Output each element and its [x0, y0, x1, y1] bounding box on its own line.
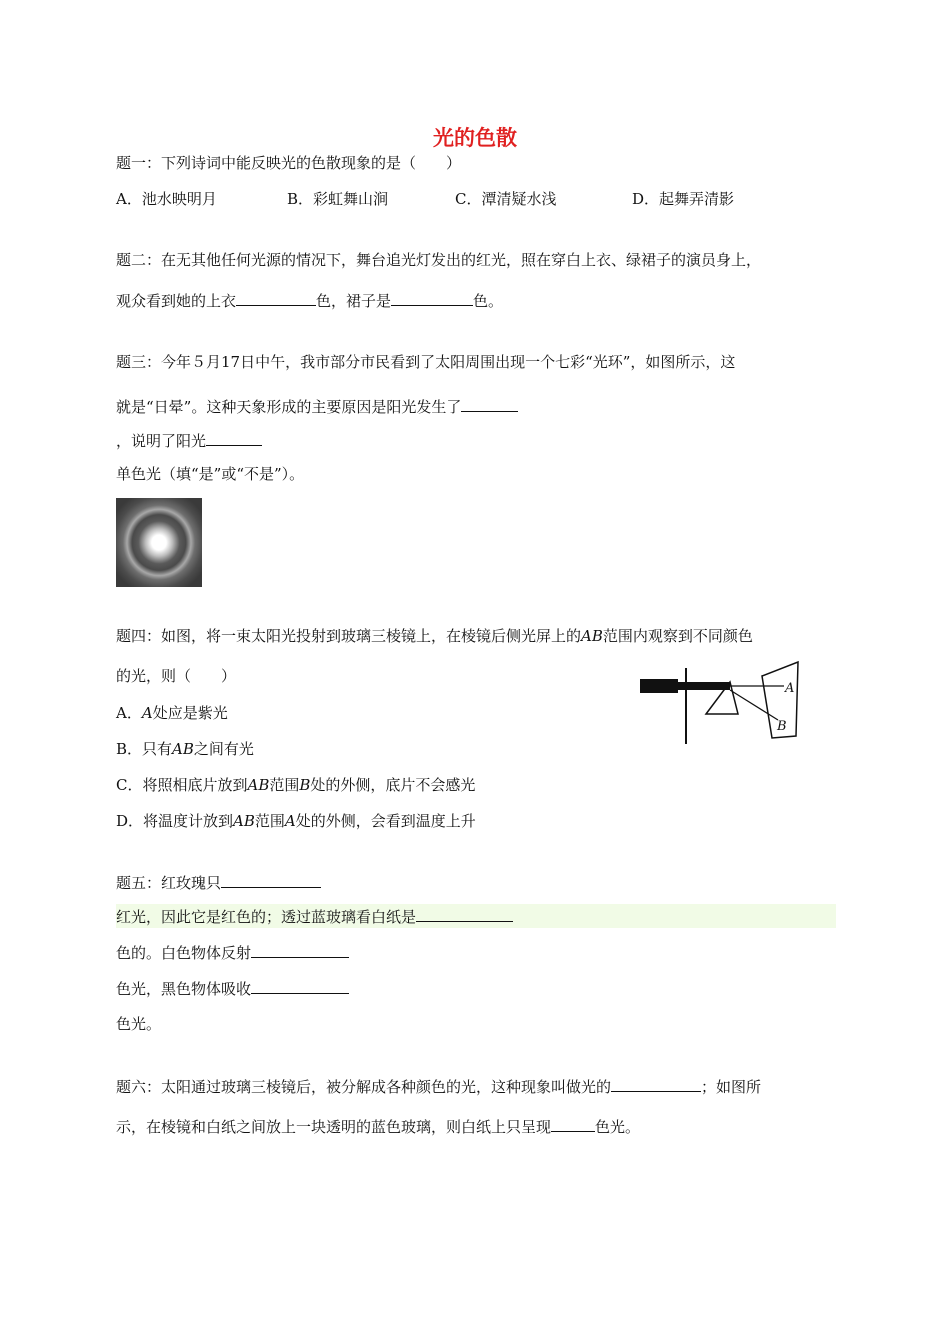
q4-text: 题四：如图，将一束太阳光投射到玻璃三棱镜上，在棱镜后侧光屏上的	[116, 627, 582, 645]
answer-blank	[236, 290, 316, 306]
q3-line2	[116, 396, 518, 417]
option-text: 处应是紫光	[152, 704, 228, 722]
q4-line1	[116, 626, 753, 646]
option-text: 之间有光	[193, 740, 254, 758]
q5-line3	[116, 942, 349, 963]
q5-line5: 色光。	[116, 1015, 162, 1033]
q5-text: 色光，黑色物体吸收	[116, 980, 252, 998]
answer-blank	[551, 1116, 595, 1132]
refracted-ray-b	[730, 690, 778, 720]
q1-option-a: A．池水映明月	[116, 190, 217, 208]
q5-text: 题五：红玫瑰只	[116, 874, 222, 892]
option-text: 范围	[269, 776, 300, 794]
point-label: A	[141, 704, 153, 722]
q2-text-b: 色，裙子是	[316, 292, 392, 310]
q1-option-c: C．潭清疑水浅	[455, 190, 557, 208]
sun-halo-photo	[116, 498, 202, 587]
prism-diagram	[638, 654, 808, 748]
q5-line1	[116, 872, 321, 893]
q1-option-b: B．彩虹舞山涧	[287, 190, 389, 208]
option-text: 处的外侧，会看到温度上升	[295, 812, 476, 830]
q2-line2	[116, 290, 503, 311]
q5-text: 红光，因此它是红色的；透过蓝玻璃看白纸是	[116, 908, 417, 926]
q4-text: 范围内观察到不同颜色	[602, 627, 753, 645]
q6-line1	[116, 1076, 761, 1097]
q2-text-c: 色。	[473, 292, 504, 310]
answer-blank	[461, 396, 518, 412]
q2-text-a: 观众看到她的上衣	[116, 292, 237, 310]
q4-option-b	[116, 739, 254, 759]
page-title: 光的色散	[433, 126, 517, 150]
q3-text: ，说明了阳光	[116, 432, 207, 450]
q2-line1: 题二：在无其他任何光源的情况下，舞台追光灯发出的红光，照在穿白上衣、绿裙子的演员身上，	[116, 251, 762, 269]
q6-text: ；如图所	[701, 1078, 762, 1096]
q4-option-a	[116, 703, 228, 723]
light-source	[640, 679, 678, 693]
option-text: D．将温度计放到	[116, 812, 234, 830]
q4-option-c	[116, 775, 475, 795]
answer-blank	[221, 872, 321, 888]
point-label: AB	[172, 740, 194, 758]
answer-blank	[391, 290, 473, 306]
q3-line1: 题三：今年５月17日中午，我市部分市民看到了太阳周围出现一个七彩“光环”，如图所示，这	[116, 353, 736, 371]
q6-line2	[116, 1116, 640, 1137]
q6-text: 题六：太阳通过玻璃三棱镜后，被分解成各种颜色的光，这种现象叫做光的	[116, 1078, 612, 1096]
q3-line3	[116, 430, 262, 451]
option-text: 处的外侧，底片不会感光	[310, 776, 476, 794]
q1-option-d: D．起舞弄清影	[632, 190, 735, 208]
option-letter: A．	[116, 704, 142, 722]
q3-line4: 单色光（填“是”或“不是”）。	[116, 465, 305, 483]
q6-text: 示，在棱镜和白纸之间放上一块透明的蓝色玻璃，则白纸上只呈现	[116, 1118, 552, 1136]
answer-blank	[251, 942, 349, 958]
q5-text: 色的。白色物体反射	[116, 944, 252, 962]
answer-blank	[206, 430, 262, 446]
answer-blank	[251, 978, 349, 994]
point-label: AB	[233, 812, 255, 830]
option-text: 范围	[254, 812, 285, 830]
q4-line2: 的光，则（ ）	[116, 667, 237, 685]
light-beam	[678, 682, 730, 690]
q5-line4	[116, 978, 349, 999]
answer-blank	[611, 1076, 701, 1092]
q5-line2	[116, 904, 836, 928]
q6-text: 色光。	[595, 1118, 641, 1136]
point-label: B	[299, 776, 311, 794]
option-text: C．将照相底片放到	[116, 776, 248, 794]
label-a: A	[785, 681, 795, 696]
q4-option-d	[116, 811, 476, 831]
q4-ab: AB	[581, 627, 603, 645]
option-text: B．只有	[116, 740, 173, 758]
label-b: B	[777, 719, 787, 734]
point-label: AB	[247, 776, 270, 794]
q3-text: 就是“日晕”。这种天象形成的主要原因是阳光发生了	[116, 398, 462, 416]
q1-stem: 题一：下列诗词中能反映光的色散现象的是（ ）	[116, 154, 462, 172]
answer-blank	[416, 906, 513, 922]
point-label: A	[284, 812, 296, 830]
